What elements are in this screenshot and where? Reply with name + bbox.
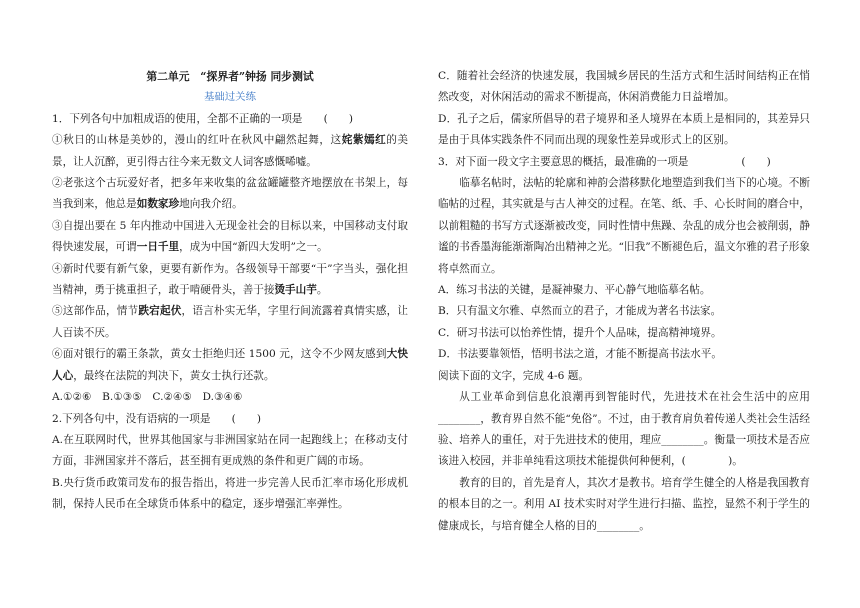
question-1-options: A.①②⑥ B.①③⑤ C.②④⑤ D.③④⑥ bbox=[52, 391, 243, 404]
bold-idiom: 一日千里 bbox=[136, 241, 180, 254]
question-3-passage: 临摹名帖时，法帖的轮廓和神韵会潜移默化地塑造到我们当下的心境。不断临帖的过程，其实就是与古人神交的过程。在笔、纸、手、心长时间的磨合中，以前粗糙的书写方式逐渐被改变，同时性情中焦躁、杂乱的成分也会被削弱，静谧的书香墨海能渐渐陶冶出精神之光。“旧我”不断褪色后，温文尔雅的君子形象将卓然而立。 bbox=[438, 177, 810, 275]
right-column bbox=[438, 66, 810, 537]
bold-idiom: 跌宕起伏 bbox=[138, 305, 182, 318]
question-2-stem: 2.下列各句中，没有语病的一项是 ( ) bbox=[52, 412, 262, 425]
question-1-sentence-5: ⑤这部作品，情节跌宕起伏，语言朴实无华，字里行间流露着真情实感，让人百读不厌。 bbox=[52, 305, 409, 339]
question-1-sentence-1: ①秋日的山林是美妙的，漫山的红叶在秋风中翩然起舞，这姹紫嫣红的美景，让人沉醉，更引得古往今来无数文人词客感慨唏嘘。 bbox=[52, 134, 409, 168]
question-2-option-a: A.在互联网时代，世界其他国家与非洲国家站在同一起跑线上；在移动支付方面，非洲国家并不落后，甚至拥有更成熟的条件和更广阔的市场。 bbox=[52, 433, 408, 468]
question-3-option-b: B．只有温文尔雅、卓然而立的君子，才能成为著名书法家。 bbox=[438, 305, 722, 318]
question-1-sentence-3: ③自提出要在 5 年内推动中国进入无现金社会的目标以来，中国移动支付取得快速发展，可谓一日千里，成为中国“新四大发明”之一。 bbox=[52, 219, 408, 254]
bold-idiom: 姹紫嫣红 bbox=[341, 134, 387, 147]
question-3-stem: 3．对下面一段文字主要意思的概括，最准确的一项是 ( ) bbox=[438, 155, 771, 168]
question-1-stem: 1．下列各句中加粗成语的使用，全都不正确的一项是 ( ) bbox=[52, 112, 354, 125]
bold-idiom: 大快人心 bbox=[52, 348, 409, 382]
bold-idiom: 烫手山芋 bbox=[274, 284, 317, 297]
page-title: 第二单元 “探界者”钟扬 同步测试 bbox=[146, 70, 314, 83]
bold-idiom: 如数家珍 bbox=[136, 198, 180, 211]
question-2-option-b: B.央行货币政策司发布的报告指出，将进一步完善人民币汇率市场化形成机制，保持人民币在全球货币体系中的稳定，逐步增强汇率弹性。 bbox=[52, 476, 408, 511]
question-3-option-a: A．练习书法的关键，是凝神聚力、平心静气地临摹名帖。 bbox=[438, 284, 711, 297]
question-3-option-c: C．研习书法可以怡养性情，提升个人品味，提高精神境界。 bbox=[438, 326, 722, 339]
reading-intro: 阅读下面的文字，完成 4-6 题。 bbox=[438, 369, 589, 382]
question-2-option-d: D．孔子之后，儒家所倡导的君子境界和圣人境界在本质上是相同的，其差异只是由于具体实践条件不同而出现的现象性差异或形式上的区别。 bbox=[438, 112, 810, 147]
question-2-option-c: C．随着社会经济的快速发展，我国城乡居民的生活方式和生活时间结构正在悄然改变，对休闲活动的需求不断提高，休闲消费能力日益增加。 bbox=[438, 70, 810, 104]
question-1-sentence-4: ④新时代要有新气象，更要有新作为。各级领导干部要“干”字当头，强化担当精神，勇于挑重担子，敢于啃硬骨头，善于接烫手山芋。 bbox=[52, 262, 408, 297]
section-subtitle: 基础过关练 bbox=[204, 91, 256, 104]
question-3-option-d: D．书法要靠领悟，悟明书法之道，才能不断提高书法水平。 bbox=[438, 348, 722, 361]
reading-paragraph-2: 教育的目的，首先是育人，其次才是教书。培育学生健全的人格是我国教育的根本目的之一。利用 AI 技术实时对学生进行扫描、监控，显然不利于学生的健康成长，与培育健全人格的目的________。 bbox=[438, 476, 810, 532]
left-column bbox=[52, 66, 408, 516]
reading-paragraph-1: 从工业革命到信息化浪潮再到智能时代，先进技术在社会生活中的应用________，教育界自然不能“免俗”。不过，由于教育肩负着传递人类社会生活经验、培养人的重任，对于先进技术的使用，理应________。衡量一项技术是否应该进入校园，并非单纯看这项技术能提供何种便利，( )。 bbox=[438, 391, 810, 468]
question-1-sentence-6: ⑥面对银行的霸王条款，黄女士拒绝归还 1500 元，这令不少网友感到大快人心，最终在法院的判决下，黄女士执行还款。 bbox=[52, 348, 409, 382]
question-1-sentence-2: ②老张这个古玩爱好者，把多年来收集的盆盆罐罐整齐地摆放在书架上，每当我到来，他总是如数家珍地向我介绍。 bbox=[52, 177, 408, 211]
